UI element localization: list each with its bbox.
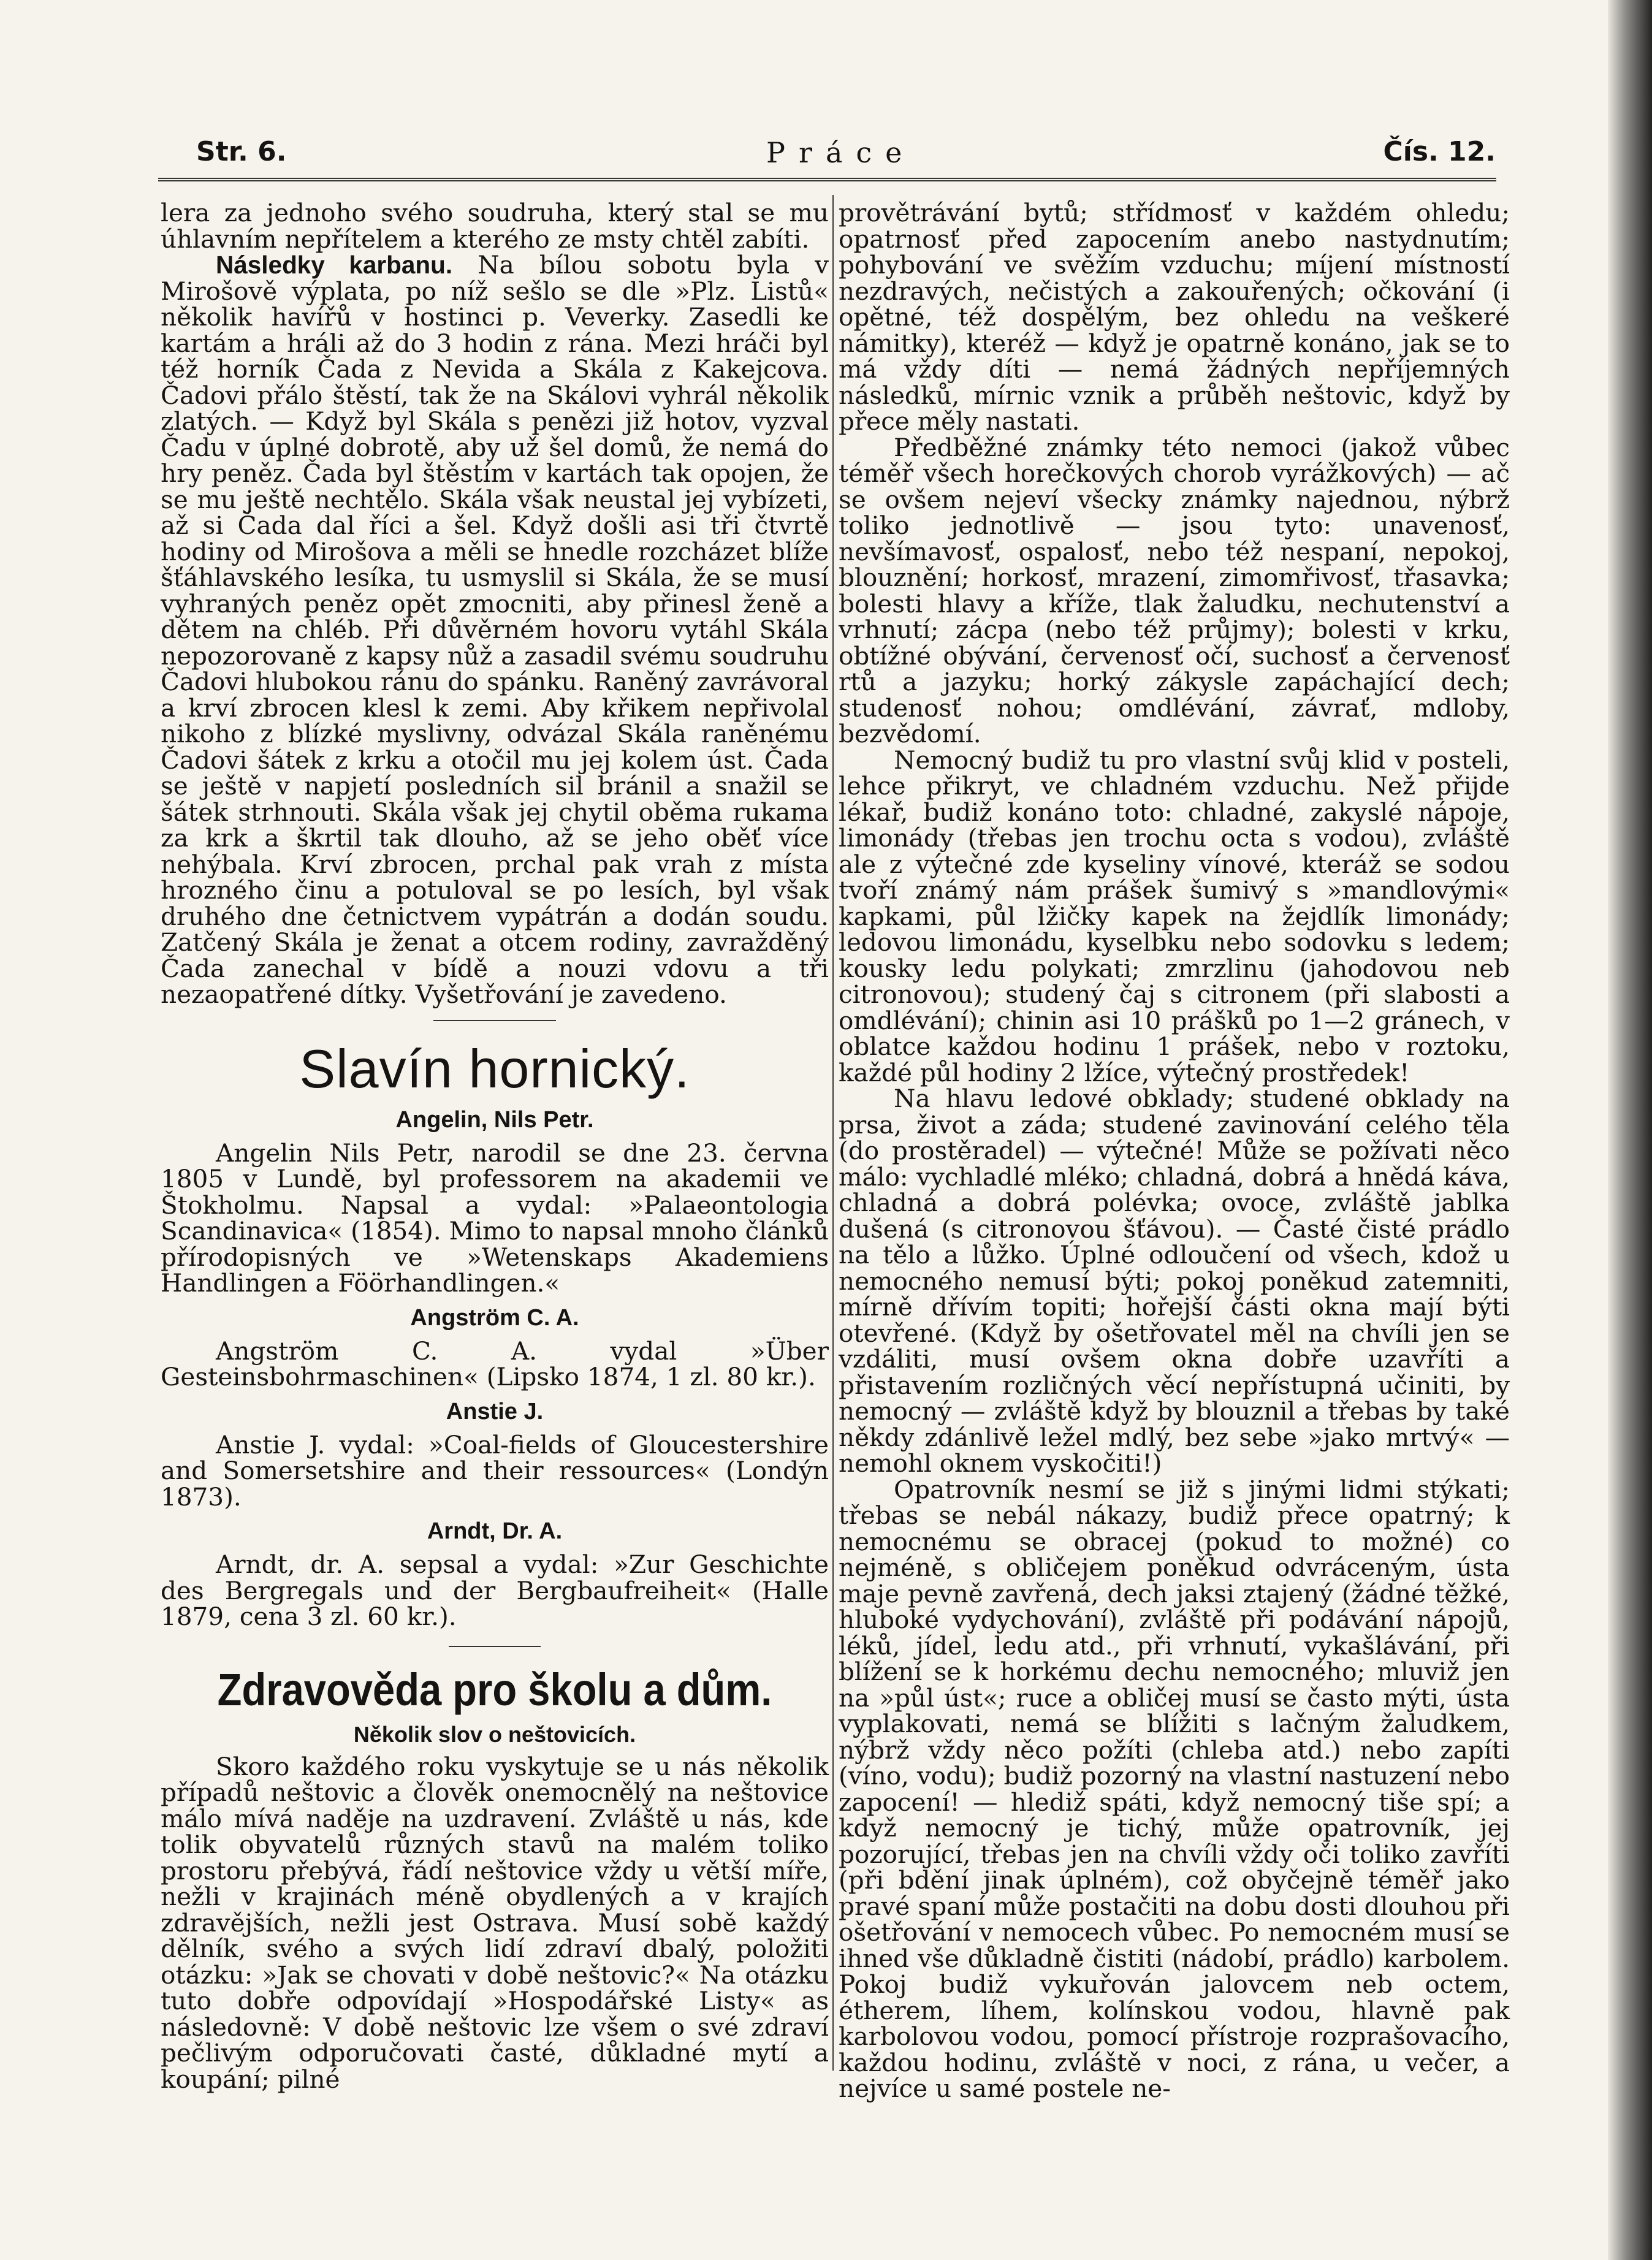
article-paragraph: Na hlavu ledové obklady; studené obklady na prsa, život a záda; studené zavinování celého těla (do prostěradel) — výtečné! Může se požívati něco málo: vychladlé mléko; chladná, dobrá a hnědá káva, chladná a dobrá polévka; ovoce, zvláště jablka dušená (s citronovou šťávou). — Časté čisté prádlo na tělo a lůžko. Úplné odloučení od všech, kdož u nemocného nemusí býti; pokoj poněkud zatemniti, mírně dřívím topiti; hořejší části okna mají býti otevřené. (Když by ošetřovatel měl na chvíli jen se vzdáliti, musí ovšem okna dobře uzavříti a přistavením rozličných věcí nepřístupná učiniti, by nemocný — zvláště když by blouznil a třebas by také někdy zdánlivě ležel mdlý, bez sebe »jako mrtvý« — nemohl oknem vyskočiti!) xyxy=(839,1084,1510,1478)
section-separator xyxy=(433,1020,556,1021)
article-paragraph: Skoro každého roku vyskytuje se u nás několik případů neštovic a člověk onemocnělý na neštovice málo mívá naděje na uzdravení. Zvláště u nás, kde tolik obyvatelů různých stavů na malém toliko prostoru přebývá, řádí neštovice vždy u větší míře, nežli v krajinách méně obydlených a v krajích zdravějších, nežli jest Ostrava. Musí sobě každý dělník, svého a svých lidí zdraví dbalý, položiti otázku: »Jak se chovati v době neštovic?« Na otázku tuto dobře odpovídají »Hospodářské Listy« as následovně: V době neštovic lze všem o své zdraví pečlivým odporučovati časté, důkladné mytí a koupání; pilné xyxy=(161,1751,829,2094)
article-paragraph: provětrávání bytů; střídmosť v každém ohledu; opatrnosť před zapocením anebo nastydnutím; pohybování ve svěžím vzduchu; míjení místností nezdravých, nečistých a zakouřených; očkování (i opětné, též dospělým, bez ohledu na veškeré námitky), kteréž — když je opatrně konáno, jak se to má vždy díti — nemá žádných nepříjemných následků, mírnic vznik a průběh neštovic, když by přece měly nastati. xyxy=(839,198,1510,436)
news-item-heading: Následky karbanu. xyxy=(216,251,453,279)
entry-text: Anstie J. vydal: »Coal-fields of Gloucestershire and Somersetshire and their ressources« (Londýn 1873). xyxy=(161,1429,829,1512)
section-title-zdravoveda: Zdravověda pro školu a dům. xyxy=(217,1664,772,1715)
scan-edge-shadow xyxy=(1608,0,1652,2260)
header-rule xyxy=(158,178,1496,181)
column-divider xyxy=(832,195,834,2071)
entry-heading: Anstie J. xyxy=(446,1398,544,1425)
news-item-karban xyxy=(161,252,829,1008)
left-column xyxy=(161,200,829,2092)
page-number: Str. 6. xyxy=(196,136,287,167)
entry-text: Angelin Nils Petr, narodil se dne 23. června 1805 v Lundě, byl professorem na akademii ve Štokholmu. Napsal a vydal: »Palaeontologia Scandinavica« (1854). Mimo to napsal mnoho článků přírodopisných ve »Wetenskaps Akademiens Handlingen a Föörhandlingen.« xyxy=(161,1138,829,1298)
section-title-slavin: Slavín hornický. xyxy=(299,1038,690,1099)
page-header xyxy=(196,136,1496,173)
publication-title: Práce xyxy=(766,136,916,169)
entry-text: Arndt, dr. A. sepsal a vydal: »Zur Geschichte des Bergregals und der Bergbaufreiheit« (Halle 1879, cena 3 zl. 60 kr.). xyxy=(161,1550,829,1631)
article-continuation: lera za jednoho svého soudruha, který stal se mu úhlavním nepřítelem a kterého ze msty chtěl zabíti. xyxy=(161,198,829,254)
news-item-text: Na bílou sobotu byla v Mirošově výplata, po níž sešlo se dle »Plz. Listů« několik havířů v hostinci p. Veverky. Zasedli ke kartám a hráli až do 3 hodin z rána. Mezi hráči byl též horník Čada z Nevida a Skála z Kakejcova. Čadovi přálo štěstí, tak že na Skálovi vyhrál několik zlatých. — Když byl Skála s penězi již hotov, vyzval Čadu v úplné dobrotě, aby už šel domů, že nemá do hry peněz. Čada byl štěstím v kartách tak opojen, že se mu ještě nechtělo. Skála však neustal jej vybízeti, až si Čada dal říci a šel. Když došli asi tři čtvrtě hodiny od Mirošova a měli se hnedle rozcházet blíže šťáhlavského lesíka, tu usmyslil si Skála, že se musí vyhraných peněz opět zmocniti, aby přinesl ženě a dětem na chléb. Při důvěrném hovoru vytáhl Skála nepozorovaně z kapsy nůž a zasadil svému soudruhu Čadovi hlubokou ránu do spánku. Raněný zavrávoral a krví zbrocen klesl k zemi. Aby křikem nepřivolal nikoho z blízké myslivny, odvázal Skála raněnému Čadovi šátek z krku a otočil mu jej kolem úst. Čada se ještě v napjetí posledních sil bránil a snažil se šátek strhnouti. Skála však jej chytil oběma rukama za krk a škrtil tak dlouho, až se jeho oběť více nehýbala. Krví zbrocen, prchal pak vrah z místa hrozného činu a potuloval se po lesích, byl však druhého dne četnictvem vypátrán a dodán soudu. Zatčený Skála je ženat a otcem rodiny, zavražděný Čada zanechal v bídě a nouzi vdovu a tři nezaopatřené dítky. Vyšetřování je zavedeno. xyxy=(161,250,829,1009)
article-paragraph: Opatrovník nesmí se již s jinými lidmi stýkati; třebas se nebál nákazy, budiž přece opatrný; k nemocnému se obracej (pokud to možné) co nejméně, s obličejem poněkud odvráceným, ústa maje pevně zavřená, dech jaksi ztajený (žádné těžké, hluboké vydychování), zvláště při podávání nápojů, léků, jídel, ledu atd., při vrhnutí, vykašlávání, při blížení se k horkému dechu nemocného; mluviž jen na »půl úst«; ruce a obličej musí se často mýti, ústa vyplakovati, nemá se blížiti s lačným žaludkem, nýbrž vždy něco požíti (chleba atd.) nebo zapíti (víno, vodu); budiž pozorný na vlastní nastuzení nebo zapocení! — hlediž spáti, když nemocný tiše spí; a když nemocný je tichý, může opatrovník, jej pozorující, třebas jen na chvíli vždy oči toliko zavříti (při bdění jinak úplném), což obyčejně téměř jako pravé spaní může postačiti na dobu dosti dlouhou při ošetřování v nemocech vůbec. Po nemocném musí se ihned vše důkladně čistiti (nádobí, prádlo) karbolem. Pokoj budiž vykuřován jalovcem neb octem, étherem, líhem, kolínskou vodou, hlavně pak karbolovou vodou, pomocí přístroje rozprašovacího, každou hodinu, zvláště v noci, z rána, u večer, a nejvíce u samé postele ne- xyxy=(839,1474,1510,2103)
article-subheading: Několik slov o neštovicích. xyxy=(353,1721,636,1747)
issue-number: Čís. 12. xyxy=(1383,136,1496,167)
right-column xyxy=(839,200,1510,2102)
article-paragraph: Předběžné známky této nemoci (jakož vůbec téměř všech horečkových chorob vyrážkových) — ač se ovšem nejeví všecky známky najednou, nýbrž toliko jednotlivě — jsou tyto: unavenosť, nevšímavosť, ospalosť, nebo též nespaní, nepokoj, blouznění; horkosť, mrazení, zimomřivosť, třasavka; bolesti hlavy a kříže, tlak žaludku, nechutenství a vrhnutí; zácpa (nebo též průjmy); bolesti v krku, obtížné obývání, červenosť očí, suchosť a červenosť rtů a jazyku; horký zákysle zapáchající dech; studenosť nohou; omdlévání, závrať, mdloby, bezvědomí. xyxy=(839,432,1510,748)
entry-heading: Angelin, Nils Petr. xyxy=(395,1106,594,1133)
section-separator xyxy=(449,1646,541,1647)
article-paragraph: Nemocný budiž tu pro vlastní svůj klid v posteli, lehce přikryt, ve chladném vzduchu. Než přijde lékař, budiž konáno toto: chladné, zakyslé nápoje, limonády (třebas jen trochu octa s vodou), zvláště ale z výtečné zde kyseliny vínové, kteráž se sodou tvoří známý nám prášek šumivý s »mandlovými« kapkami, půl lžičky kapek na žejdlík limonády; ledovou limonádu, kyselbku nebo sodovku s ledem; kousky ledu polykati; zmrzlinu (jahodovou neb citronovou); studený čaj s citronem (při slabosti a omdlévání); chinin asi 10 prášků po 1—2 gránech, v oblatce každou hodinu 1 prášek, nebo v roztoku, každé půl hodiny 2 lžíce, výtečný prostředek! xyxy=(839,745,1510,1087)
entry-text: Angström C. A. vydal »Über Gesteinsbohrmaschinen« (Lipsko 1874, 1 zl. 80 kr.). xyxy=(161,1336,829,1391)
entry-heading: Arndt, Dr. A. xyxy=(427,1518,563,1544)
entry-heading: Angström C. A. xyxy=(410,1304,579,1331)
